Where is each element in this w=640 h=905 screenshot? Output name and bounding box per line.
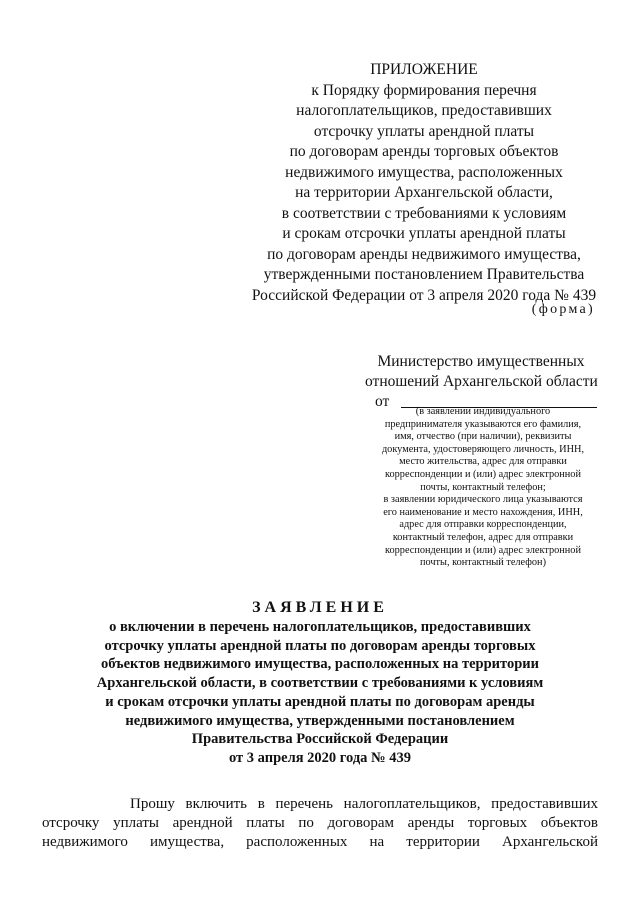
from-label: от [375,393,390,410]
body-line: недвижимого имущества, расположенных на территории Архангельской [42,834,598,850]
title-line: о включении в перечень налогоплательщиков, предоставивших [109,619,531,635]
appendix-line: на территории Архангельской области, [295,184,553,201]
body-paragraph [42,795,598,852]
body-line: отсрочку уплаты арендной платы по договорам аренды торговых объектов [42,815,598,831]
hint-line: (в заявлении индивидуального [415,406,551,417]
appendix-line: в соответствии с требованиями к условиям [281,204,567,222]
addressee-block [365,352,597,410]
appendix-line: отсрочку уплаты арендной платы [313,122,535,140]
appendix-line: Российской Федерации от 3 апреля 2020 года № 439 [251,286,597,304]
title-line: объектов недвижимого имущества, расположенных на территории [101,656,539,673]
title-line: Архангельской области, в соответствии с требованиями к условиям [96,675,544,692]
addressee-line: отношений Архангельской области [365,373,598,390]
hint-line: корреспонденции и (или) адрес электронной [385,544,581,556]
title-line: и срокам отсрочки уплаты арендной платы по договорам аренды [105,693,535,710]
appendix-line: налогоплательщиков, предоставивших [296,102,552,119]
hint-line: контактный телефон, адрес для отправки [392,531,574,543]
hint-line: адрес для отправки корреспонденции, [399,519,567,531]
statement-title [60,598,580,768]
hint-line: место жительства, адрес для отправки [399,456,567,468]
hint-line: имя, отчество (при наличии), реквизиты [394,431,572,443]
appendix-heading: ПРИЛОЖЕНИЕ [370,61,478,78]
appendix-line: к Порядку формирования перечня [311,81,537,99]
applicant-hint [370,406,596,570]
hint-line: корреспонденции и (или) адрес электронной [385,468,581,480]
hint-line: предпринимателя указываются его фамилия, [384,418,582,430]
title-line: недвижимого имущества, утвержденными постановлением [125,712,515,729]
title-line: Правительства Российской Федерации [191,731,449,748]
statement-heading: ЗАЯВЛЕНИЕ [252,599,388,616]
body-line: Прошу включить в перечень налогоплательщиков, предоставивших [130,796,598,812]
appendix-line: по договорам аренды недвижимого имущества, [267,245,581,263]
hint-line: в заявлении юридического лица указываются [383,494,583,506]
title-line: отсрочку уплаты арендной платы по договорам аренды торговых [104,637,536,654]
hint-line: почты, контактный телефон) [419,557,547,569]
addressee-line: Министерство имущественных [377,353,585,370]
appendix-line: по договорам аренды торговых объектов [289,143,559,160]
hint-line: почты, контактный телефон; [420,481,546,493]
form-label: (форма) [531,302,595,317]
appendix-block [250,60,598,306]
title-line: от 3 апреля 2020 года № 439 [228,749,412,766]
appendix-line: утвержденными постановлением Правительства [263,266,585,283]
appendix-line: недвижимого имущества, расположенных [285,163,563,181]
hint-line: его наименование и место нахождения, ИНН, [383,506,583,518]
appendix-line: и срокам отсрочки уплаты арендной платы [282,225,566,242]
hint-line: документа, удостоверяющего личность, ИНН, [381,443,585,455]
